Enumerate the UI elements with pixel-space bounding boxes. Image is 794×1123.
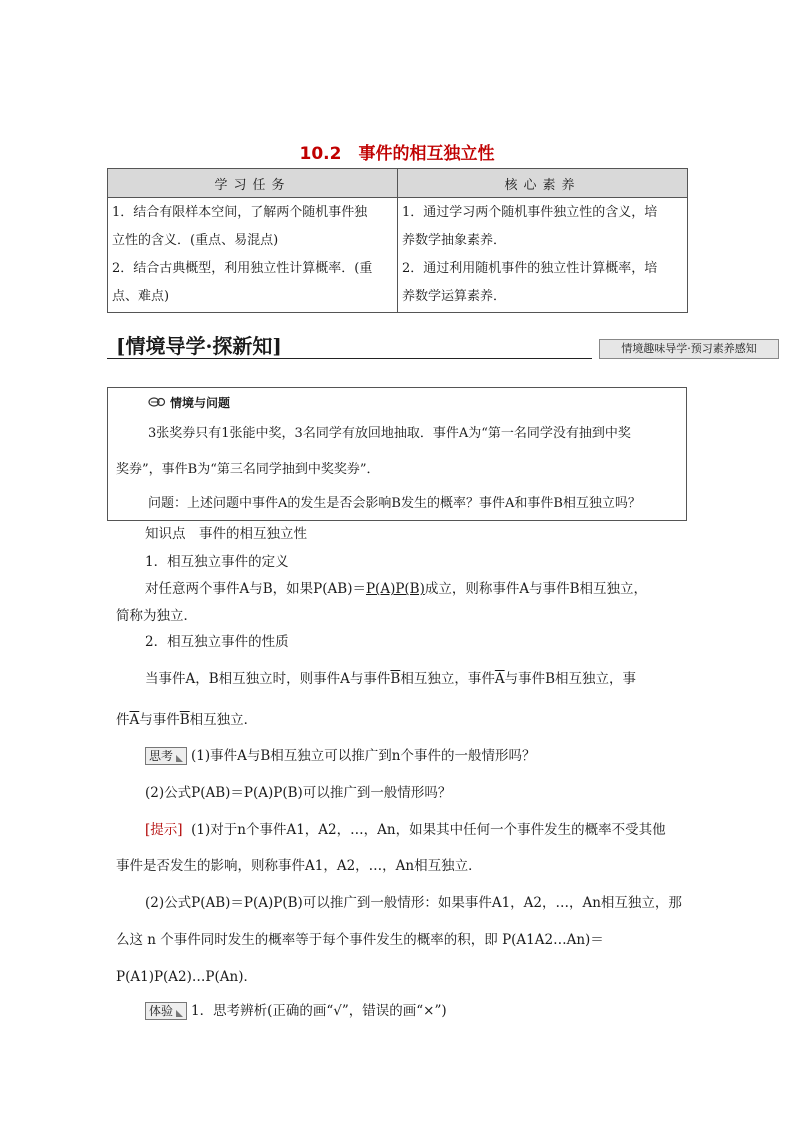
table-header-literacy: 核心素养 <box>398 169 688 198</box>
complement-b: $\overline{B}$ <box>390 671 401 687</box>
property-text-cont: 件$\overline{A}$与事件$\overline{B}$相互独立． <box>116 712 258 728</box>
property-text: 当事件A，B相互独立时，则事件A与事件$\overline{B}$相互独立，事件$\overline{A}$与事件B相互独立，事 <box>145 671 637 687</box>
hint-answer-1-cont: 事件是否发生的影响，则称事件A1，A2，…，An相互独立． <box>116 858 482 874</box>
hint-answer-2-formula: P(A1)P(A2)…P(An)． <box>116 969 257 985</box>
hint-answer-1: [提示] (1)对于n个事件A1，A2，…，An，如果其中任何一个事件发生的概率不受其他 <box>145 822 666 838</box>
scenario-line-1: 3张奖券只有1张能中奖，3名同学有放回地抽取．事件A为“第一名同学没有抽到中奖 <box>148 426 631 441</box>
hint-tag: [提示] <box>145 822 183 838</box>
scenario-icon <box>148 396 166 408</box>
section-divider <box>107 358 592 359</box>
hint-answer-2-cont: 么这 n 个事件同时发生的概率等于每个事件发生的概率的积，即 P(A1A2…An)＝ <box>116 932 604 948</box>
scenario-question: 问题：上述问题中事件A的发生是否会影响B发生的概率？事件A和事件B相互独立吗？ <box>148 496 641 511</box>
complement-a: $\overline{A}$ <box>129 712 140 728</box>
table-cell-literacy: 1．通过学习两个随机事件独立性的含义，培 养数学抽象素养． 2．通过利用随机事件的独立性计算概率，培 养数学运算素养． <box>398 198 688 313</box>
definition-blank: P(A)P(B) <box>365 581 425 597</box>
complement-b: $\overline{B}$ <box>179 712 190 728</box>
experience-item: 体验 1．思考辨析(正确的画“√”，错误的画“×”) <box>145 1001 447 1021</box>
learning-tasks-table <box>107 168 688 313</box>
property-title: 2．相互独立事件的性质 <box>145 634 289 650</box>
definition-title: 1．相互独立事件的定义 <box>145 554 289 570</box>
hint-answer-2: (2)公式P(AB)＝P(A)P(B)可以推广到一般情形：如果事件A1，A2，…，An相互独立，那 <box>145 895 682 911</box>
scenario-line-2: 奖券”，事件B为“第三名同学抽到中奖奖券”． <box>116 462 380 477</box>
scenario-label: 情境与问题 <box>148 394 230 411</box>
think-question-2: (2)公式P(AB)＝P(A)P(B)可以推广到一般情形吗？ <box>145 785 452 801</box>
complement-a: $\overline{A}$ <box>494 671 505 687</box>
section-heading: [情境导学·探新知] <box>116 334 282 358</box>
table-cell-tasks: 1．结合有限样本空间，了解两个随机事件独 立性的含义．(重点、易混点) 2．结合古典概型，利用独立性计算概率．(重 点、难点) <box>108 198 398 313</box>
table-header-tasks: 学习任务 <box>108 169 398 198</box>
definition-text: 对任意两个事件A与B，如果P(AB)＝P(A)P(B)成立，则称事件A与事件B相互独立， <box>145 581 648 597</box>
experience-tag: 体验 <box>145 1002 187 1020</box>
knowledge-heading: 知识点 事件的相互独立性 <box>145 526 307 542</box>
think-tag: 思考 <box>145 747 187 765</box>
section-banner: 情境趣味导学·预习素养感知 <box>599 339 779 359</box>
definition-text-cont: 简称为独立． <box>116 608 197 624</box>
think-question-1: 思考 (1)事件A与B相互独立可以推广到n个事件的一般情形吗？ <box>145 746 536 766</box>
scenario-box <box>107 387 687 521</box>
page-title: 10.2 事件的相互独立性 <box>299 144 495 164</box>
